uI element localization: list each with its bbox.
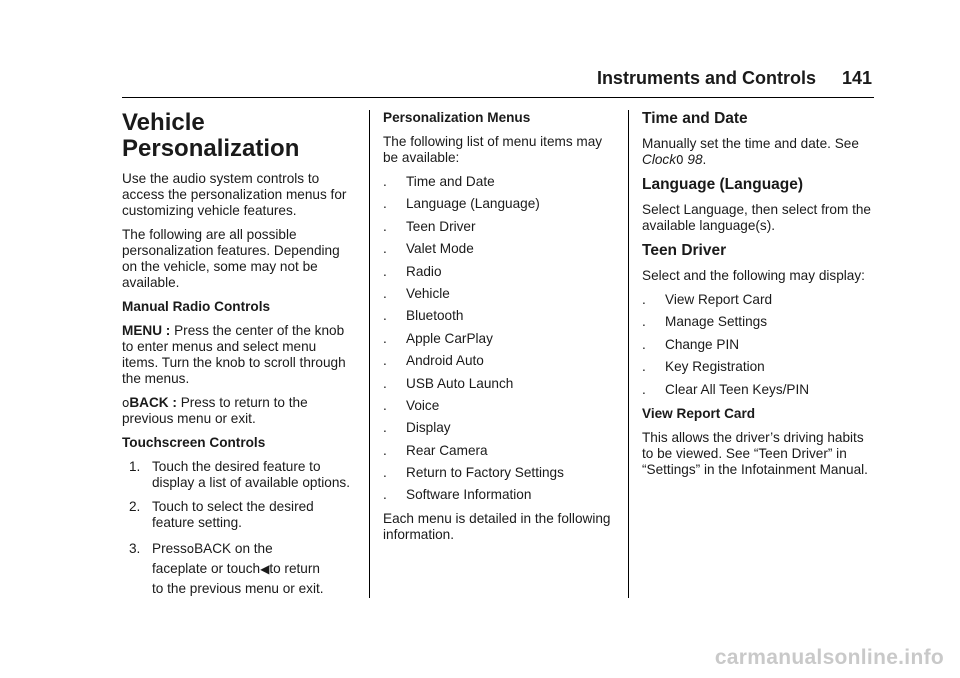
- list-item-text: Software Information: [406, 487, 532, 503]
- step3-text-c: faceplate or touch: [152, 561, 261, 576]
- intro-paragraph: Use the audio system controls to access the personalization menus for customizing vehicle features.: [122, 171, 347, 218]
- bullet: .: [383, 487, 387, 503]
- list-item: [383, 376, 618, 392]
- bullet: .: [383, 174, 387, 189]
- page-number: 141: [841, 68, 872, 88]
- step3-text-a: Press: [152, 541, 187, 556]
- bullet: .: [383, 196, 387, 212]
- list-item-text: View Report Card: [665, 292, 773, 307]
- bullet: .: [642, 314, 646, 330]
- step-text: Touch to select the desired feature setting.: [152, 499, 314, 530]
- time-text: Manually set the time and date. See: [642, 136, 859, 151]
- list-item-text: Android Auto: [406, 353, 484, 369]
- bullet: .: [383, 263, 387, 279]
- bullet: .: [383, 375, 387, 391]
- list-item-text: Time and Date: [406, 174, 495, 189]
- bullet: .: [642, 381, 646, 397]
- list-item-text: Return to Factory Settings: [406, 465, 564, 481]
- page-title: [122, 110, 354, 162]
- list-item: [383, 353, 618, 369]
- list-item-text: Display: [406, 420, 451, 436]
- list-item-text: Language (Language): [406, 196, 540, 212]
- list-item: [383, 241, 618, 257]
- bullet: .: [383, 442, 387, 458]
- list-item: [383, 286, 618, 302]
- step-item: [122, 459, 354, 491]
- column-divider-2: [628, 110, 629, 598]
- step-number: 2.: [129, 499, 141, 514]
- list-item: [642, 314, 877, 330]
- list-item-text: Teen Driver: [406, 218, 476, 234]
- title-line-1: Vehicle: [122, 109, 205, 136]
- header-rule: [122, 97, 874, 98]
- menus-intro: The following list of menu items may be available:: [383, 134, 603, 165]
- bullet: .: [383, 465, 387, 481]
- column-2: [383, 106, 618, 551]
- list-item: [383, 219, 618, 235]
- list-item-text: Manage Settings: [665, 314, 768, 330]
- title-line-2: Personalization: [122, 135, 300, 162]
- list-item: [642, 292, 877, 308]
- page-header: [0, 68, 872, 89]
- list-item: [642, 337, 877, 353]
- language-text: Select Language, then select from the available language(s).: [642, 202, 871, 233]
- clock-reference: Clock: [642, 152, 676, 167]
- list-item-text: Clear All Teen Keys/PIN: [665, 381, 810, 397]
- list-item: [383, 420, 618, 436]
- menus-outro: Each menu is detailed in the following information.: [383, 511, 611, 543]
- list-item-text: Bluetooth: [406, 308, 464, 324]
- list-item: [383, 196, 618, 212]
- bullet: .: [383, 241, 387, 257]
- step-item: [122, 499, 354, 531]
- language-heading: Language (Language): [642, 176, 804, 193]
- teen-items-list: [642, 292, 877, 398]
- page-reference-icon: 0: [676, 153, 684, 167]
- time-date-text: [642, 136, 877, 168]
- back-text: Press to return to the previous menu or exit.: [122, 395, 308, 426]
- bullet: .: [642, 359, 646, 375]
- menu-text: Press the center of the knob to enter menus and select menu items. Turn the knob to scroll through the menus.: [122, 323, 346, 386]
- bullet: .: [383, 353, 387, 369]
- list-item-text: Key Registration: [665, 359, 765, 375]
- teen-driver-text: Select and the following may display:: [642, 268, 865, 283]
- bullet: .: [383, 397, 387, 413]
- bullet: .: [383, 308, 387, 324]
- clock-page: 98: [683, 152, 703, 167]
- menu-paragraph: [122, 323, 354, 387]
- list-item: [642, 382, 877, 398]
- step3-text-e: to the previous menu or exit.: [152, 581, 324, 596]
- list-item-text: USB Auto Launch: [406, 375, 514, 391]
- step-number: 3.: [129, 541, 141, 556]
- list-item: [642, 359, 877, 375]
- list-item-text: Apple CarPlay: [406, 330, 493, 346]
- bullet: .: [642, 292, 646, 307]
- list-item-text: Rear Camera: [406, 442, 488, 458]
- step-text: Touch the desired feature to display a list of available options.: [152, 459, 350, 490]
- list-item: [383, 174, 618, 190]
- report-card-text: This allows the driver’s driving habits to be viewed. See “Teen Driver” in “Settings” in the Infotainment Manual.: [642, 429, 868, 477]
- step-item: [122, 539, 354, 599]
- step3-text-d: to return: [269, 561, 320, 576]
- availability-paragraph: The following are all possible personalization features. Depending on the vehicle, some may not be available.: [122, 227, 340, 290]
- back-icon: o: [122, 396, 130, 410]
- section-title: Instruments and Controls: [596, 68, 816, 88]
- period: .: [702, 152, 707, 167]
- column-3: [642, 106, 877, 486]
- list-item-text: Voice: [406, 397, 440, 413]
- time-date-heading: Time and Date: [642, 110, 748, 127]
- back-paragraph: [122, 395, 354, 427]
- list-item-text: Change PIN: [665, 336, 740, 352]
- list-item-text: Valet Mode: [406, 241, 474, 257]
- watermark: carmanualsonline.info: [714, 646, 944, 669]
- column-divider-1: [369, 110, 370, 598]
- bullet: .: [383, 420, 387, 436]
- back-label: BACK :: [129, 395, 177, 410]
- bullet: .: [383, 285, 387, 301]
- step3-text-b: BACK on the: [194, 541, 273, 556]
- touchscreen-heading: Touchscreen Controls: [122, 435, 266, 450]
- menu-items-list: [383, 174, 618, 503]
- menu-label: MENU :: [122, 323, 171, 338]
- report-card-heading: View Report Card: [642, 405, 756, 421]
- list-item: [383, 308, 618, 324]
- list-item: [383, 465, 618, 481]
- bullet: .: [642, 336, 646, 352]
- back-icon: o: [186, 542, 195, 556]
- menus-heading: Personalization Menus: [383, 110, 531, 125]
- teen-driver-heading: Teen Driver: [642, 242, 727, 259]
- list-item: [383, 331, 618, 347]
- list-item: [383, 443, 618, 459]
- column-1: [122, 106, 354, 607]
- bullet: .: [383, 218, 387, 234]
- step-number: 1.: [129, 459, 141, 474]
- touchscreen-steps: [122, 459, 354, 599]
- list-item-text: Radio: [406, 263, 442, 279]
- manual-controls-heading: Manual Radio Controls: [122, 299, 271, 314]
- list-item: [383, 398, 618, 414]
- list-item: [383, 487, 618, 503]
- back-arrow-icon: ◀: [260, 562, 270, 576]
- list-item-text: Vehicle: [406, 285, 450, 301]
- list-item: [383, 264, 618, 280]
- bullet: .: [383, 330, 387, 346]
